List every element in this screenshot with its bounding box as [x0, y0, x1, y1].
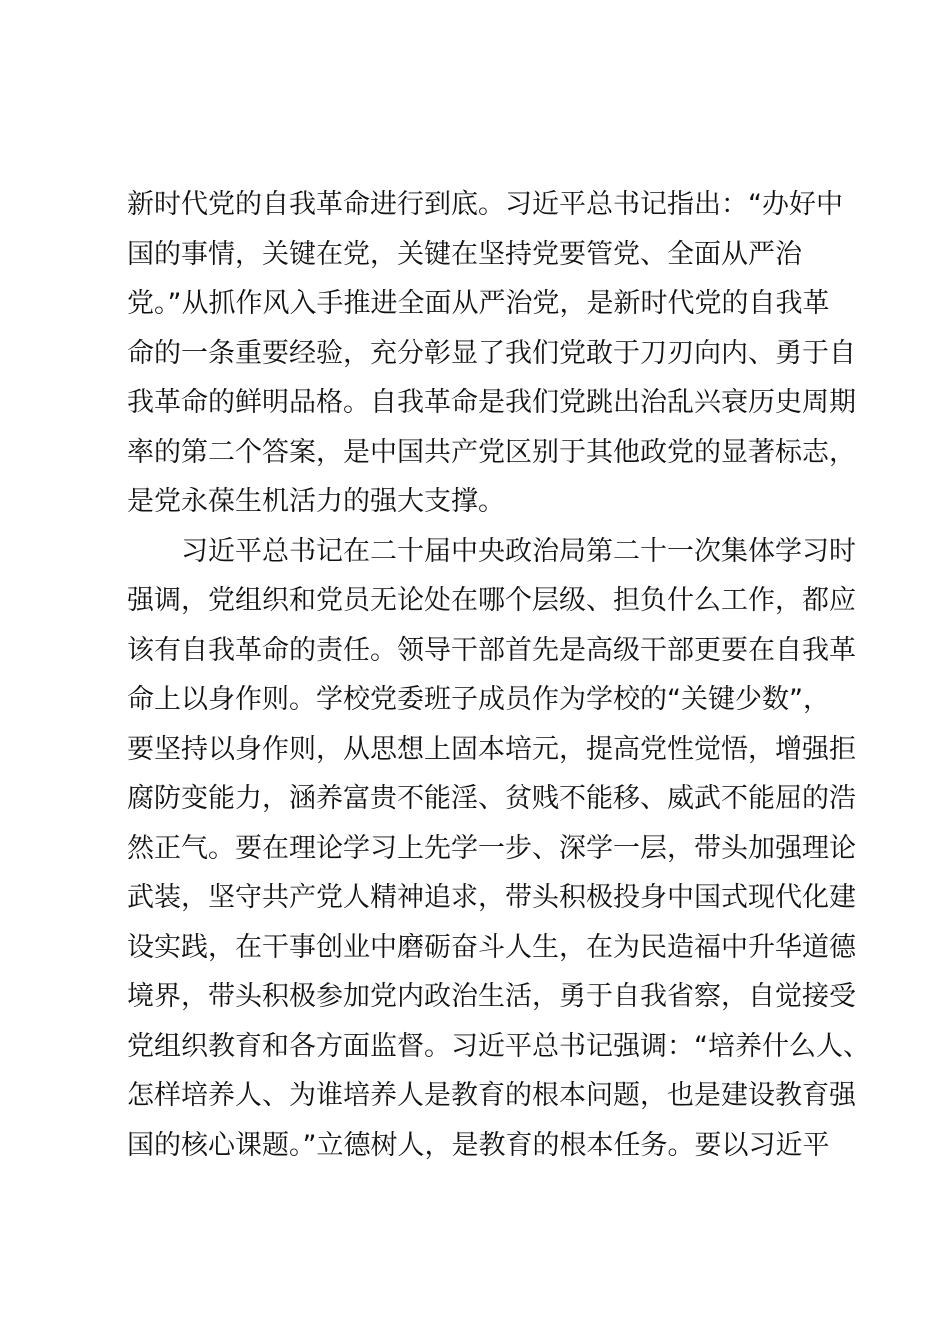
paragraph-2 [127, 527, 870, 1171]
paragraph-line: 率的第二个答案，是中国共产党区别于其他政党的显著标志， [127, 436, 856, 468]
paragraph-line: 习近平总书记在二十届中央政治局第二十一次集体学习时 [181, 535, 856, 567]
paragraph-line: 该有自我革命的责任。领导干部首先是高级干部更要在自我革 [127, 634, 856, 666]
document-body [127, 180, 870, 1170]
paragraph-line: 境界，带头积极参加党内政治生活，勇于自我省察，自觉接受 [127, 981, 856, 1012]
paragraph-line: 设实践，在干事创业中磨砺奋斗人生，在为民造福中升华道德 [127, 931, 856, 963]
paragraph-line: 武装，坚守共产党人精神追求，带头积极投身中国式现代化建 [127, 882, 856, 913]
paragraph-line: 要坚持以身作则，从思想上固本培元，提高党性觉悟，增强拒 [127, 733, 856, 765]
paragraph-line: 强调，党组织和党员无论处在哪个层级、担负什么工作，都应 [127, 585, 856, 616]
paragraph-line: 腐防变能力，涵养富贵不能淫、贫贱不能移、威武不能屈的浩 [127, 783, 856, 814]
paragraph-line: 命上以身作则。学校党委班子成员作为学校的“关键少数”， [127, 684, 830, 715]
paragraph-line: 党。”从抓作风入手推进全面从严治党，是新时代党的自我革 [127, 288, 830, 319]
paragraph-line: 党组织教育和各方面监督。习近平总书记强调：“培养什么人、 [127, 1030, 870, 1062]
paragraph-line: 命的一条重要经验，充分彰显了我们党敢于刀刃向内、勇于自 [127, 337, 856, 369]
paragraph-line: 是党永葆生机活力的强大支撑。 [127, 486, 505, 517]
paragraph-line: 然正气。要在理论学习上先学一步、深学一层，带头加强理论 [127, 832, 856, 864]
paragraph-1 [127, 180, 856, 527]
paragraph-line: 怎样培养人、为谁培养人是教育的根本问题，也是建设教育强 [127, 1080, 856, 1111]
paragraph-line: 国的核心课题。”立德树人，是教育的根本任务。要以习近平 [127, 1129, 830, 1161]
paragraph-line: 我革命的鲜明品格。自我革命是我们党跳出治乱兴衰历史周期 [127, 387, 856, 418]
paragraph-line: 新时代党的自我革命进行到底。习近平总书记指出：“办好中 [127, 189, 843, 220]
paragraph-line: 国的事情，关键在党，关键在坚持党要管党、全面从严治 [127, 238, 802, 270]
